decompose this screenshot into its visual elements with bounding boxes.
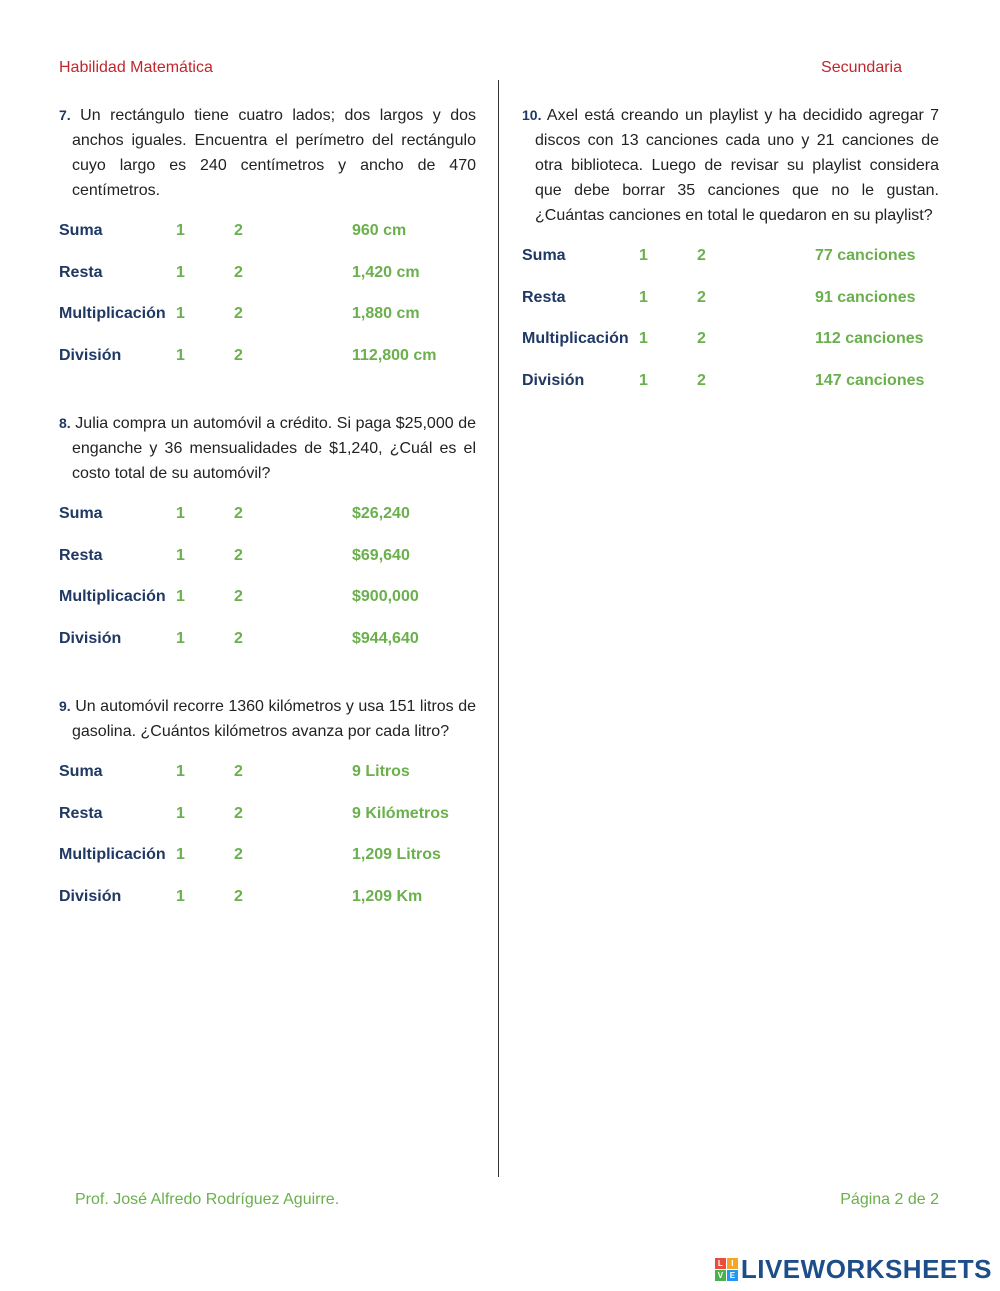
choice-2[interactable]: 2 <box>234 222 243 239</box>
choice-1[interactable]: 1 <box>176 887 185 905</box>
operation-label: Multiplicación <box>59 305 166 322</box>
operation-label: División <box>59 629 122 647</box>
liveworksheets-logo <box>715 1254 992 1285</box>
answer-option[interactable]: 1,880 cm <box>352 305 420 322</box>
question-10-text <box>522 103 939 228</box>
operation-label: División <box>59 346 122 364</box>
operation-label: División <box>59 887 122 905</box>
question-body: Un rectángulo tiene cuatro lados; dos largos y dos anchos iguales. Encuentra el perímetro del rectángulo cuyo largo es 240 centímetros y ancho de 470 centímetros. <box>72 107 477 199</box>
question-8-text <box>59 411 476 486</box>
answer-option[interactable]: 77 canciones <box>815 247 916 264</box>
choice-1[interactable]: 1 <box>176 222 185 239</box>
logo-text: LIVEWORKSHEETS <box>740 1254 992 1284</box>
answer-option[interactable]: 9 Kilómetros <box>352 804 449 822</box>
question-7-text <box>59 103 476 203</box>
operation-label: Suma <box>59 505 103 522</box>
operation-label: Multiplicación <box>59 846 166 863</box>
choice-1[interactable]: 1 <box>176 629 185 647</box>
answer-option[interactable]: 960 cm <box>352 222 407 239</box>
choice-1[interactable]: 1 <box>176 305 185 322</box>
operation-label: Resta <box>59 546 103 564</box>
operation-label: Multiplicación <box>59 588 166 605</box>
choice-1[interactable]: 1 <box>639 247 648 264</box>
choice-2[interactable]: 2 <box>234 763 243 780</box>
operation-label: Resta <box>522 288 566 306</box>
question-body: Un automóvil recorre 1360 kilómetros y usa 151 litros de gasolina. ¿Cuántos kilómetros avanza por cada litro? <box>72 698 476 740</box>
question-10-options <box>522 247 942 413</box>
header-subject: Habilidad Matemática <box>59 59 213 76</box>
choice-2[interactable]: 2 <box>234 629 243 647</box>
question-number: 8. <box>59 415 71 431</box>
choice-2[interactable]: 2 <box>234 546 243 564</box>
choice-2[interactable]: 2 <box>234 804 243 822</box>
option-row[interactable] <box>59 888 479 930</box>
footer-page-number: Página 2 de 2 <box>840 1191 939 1208</box>
logo-letter: V <box>715 1270 726 1281</box>
answer-option[interactable]: $26,240 <box>352 505 410 522</box>
question-body: Axel está creando un playlist y ha decidido agregar 7 discos con 13 canciones cada uno y 21 canciones de otra biblioteca. Luego de revisar su playlist considera que debe borrar 35 canciones que no le gustan. ¿Cuántas canciones en total le quedaron en su playlist? <box>535 107 940 224</box>
choice-2[interactable]: 2 <box>234 505 243 522</box>
option-row[interactable] <box>59 846 479 888</box>
footer-author: Prof. José Alfredo Rodríguez Aguirre. <box>75 1191 340 1208</box>
option-row[interactable] <box>59 763 479 805</box>
choice-2[interactable]: 2 <box>697 247 706 264</box>
question-body: Julia compra un automóvil a crédito. Si paga $25,000 de enganche y 36 mensualidades de $1,240, ¿Cuál es el costo total de su automóvil? <box>72 415 477 482</box>
answer-option[interactable]: 9 Litros <box>352 763 410 780</box>
choice-2[interactable]: 2 <box>234 887 243 905</box>
option-row[interactable] <box>59 588 479 630</box>
choice-1[interactable]: 1 <box>176 804 185 822</box>
question-9-options <box>59 763 479 929</box>
choice-2[interactable]: 2 <box>234 346 243 364</box>
option-row[interactable] <box>59 505 479 547</box>
answer-option[interactable]: 147 canciones <box>815 371 925 389</box>
option-row[interactable] <box>522 372 942 414</box>
question-number: 9. <box>59 698 71 714</box>
answer-option[interactable]: 91 canciones <box>815 288 916 306</box>
question-9-text <box>59 694 476 744</box>
column-divider <box>498 80 499 1177</box>
answer-option[interactable]: 1,420 cm <box>352 263 420 281</box>
option-row[interactable] <box>59 347 479 389</box>
logo-letter: E <box>727 1270 738 1281</box>
choice-1[interactable]: 1 <box>639 371 648 389</box>
answer-option[interactable]: 1,209 Litros <box>352 846 441 863</box>
option-row[interactable] <box>59 222 479 264</box>
option-row[interactable] <box>59 305 479 347</box>
question-7-options <box>59 222 479 388</box>
answer-option[interactable]: 1,209 Km <box>352 887 423 905</box>
logo-letter: I <box>727 1258 738 1269</box>
option-row[interactable] <box>522 247 942 289</box>
choice-2[interactable]: 2 <box>234 846 243 863</box>
question-number: 10. <box>522 107 542 123</box>
answer-option[interactable]: $69,640 <box>352 546 410 564</box>
answer-option[interactable]: 112,800 cm <box>352 346 437 364</box>
option-row[interactable] <box>59 630 479 672</box>
operation-label: Multiplicación <box>522 330 629 347</box>
choice-2[interactable]: 2 <box>234 305 243 322</box>
option-row[interactable] <box>59 264 479 306</box>
option-row[interactable] <box>59 805 479 847</box>
choice-1[interactable]: 1 <box>639 330 648 347</box>
choice-2[interactable]: 2 <box>697 288 706 306</box>
choice-1[interactable]: 1 <box>176 846 185 863</box>
choice-1[interactable]: 1 <box>176 505 185 522</box>
operation-label: Suma <box>59 763 103 780</box>
operation-label: Resta <box>59 263 103 281</box>
logo-icon <box>715 1258 738 1281</box>
logo-letter: L <box>715 1258 726 1269</box>
question-8-options <box>59 505 479 671</box>
choice-1[interactable]: 1 <box>176 588 185 605</box>
question-number: 7. <box>59 107 71 123</box>
choice-1[interactable]: 1 <box>176 263 185 281</box>
choice-1[interactable]: 1 <box>176 546 185 564</box>
operation-label: División <box>522 371 585 389</box>
choice-1[interactable]: 1 <box>176 763 185 780</box>
header-level: Secundaria <box>821 59 902 76</box>
operation-label: Resta <box>59 804 103 822</box>
option-row[interactable] <box>522 289 942 331</box>
choice-1[interactable]: 1 <box>176 346 185 364</box>
option-row[interactable] <box>59 547 479 589</box>
choice-2[interactable]: 2 <box>697 371 706 389</box>
answer-option[interactable]: $944,640 <box>352 629 419 647</box>
answer-option[interactable]: $900,000 <box>352 588 419 605</box>
choice-2[interactable]: 2 <box>234 588 243 605</box>
choice-2[interactable]: 2 <box>697 330 706 347</box>
option-row[interactable] <box>522 330 942 372</box>
choice-2[interactable]: 2 <box>234 263 243 281</box>
operation-label: Suma <box>522 247 566 264</box>
choice-1[interactable]: 1 <box>639 288 648 306</box>
answer-option[interactable]: 112 canciones <box>815 330 924 347</box>
operation-label: Suma <box>59 222 103 239</box>
